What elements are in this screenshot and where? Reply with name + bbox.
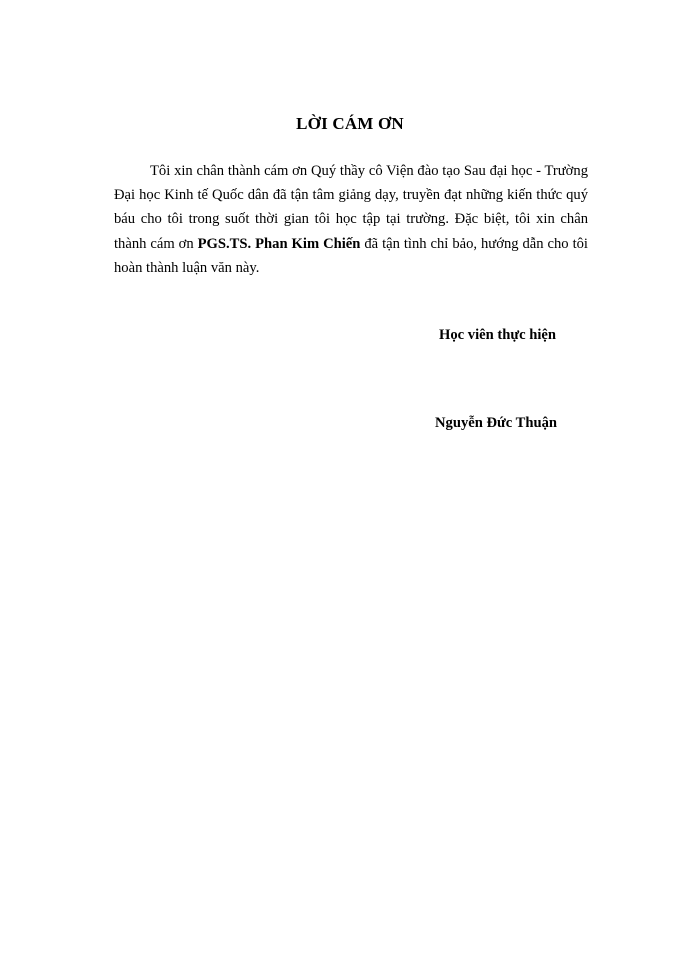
acknowledgement-paragraph	[114, 159, 588, 280]
paragraph-text-part1: Tôi xin chân thành cám ơn Quý thầy cô Viện đào tạo Sau đại học - Trường Đại học Kinh tế Quốc dân đã tận tâm giảng dạy, truyền đạt những kiến thức quý báu cho tôi trong suốt thời gian tôi học tập tại trường. Đặc biệt, tôi xin chân thành cám ơn	[114, 163, 588, 252]
paragraph-text-part2: đã tận tình chỉ bảo, hướng dẫn cho tôi hoàn thành luận văn này.	[114, 235, 588, 276]
signature-role: Học viên thực hiện	[439, 327, 556, 343]
page-title: LỜI CÁM ƠN	[296, 114, 404, 133]
advisor-name: PGS.TS. Phan Kim Chiến	[197, 235, 361, 252]
signature-name: Nguyễn Đức Thuận	[435, 415, 558, 431]
